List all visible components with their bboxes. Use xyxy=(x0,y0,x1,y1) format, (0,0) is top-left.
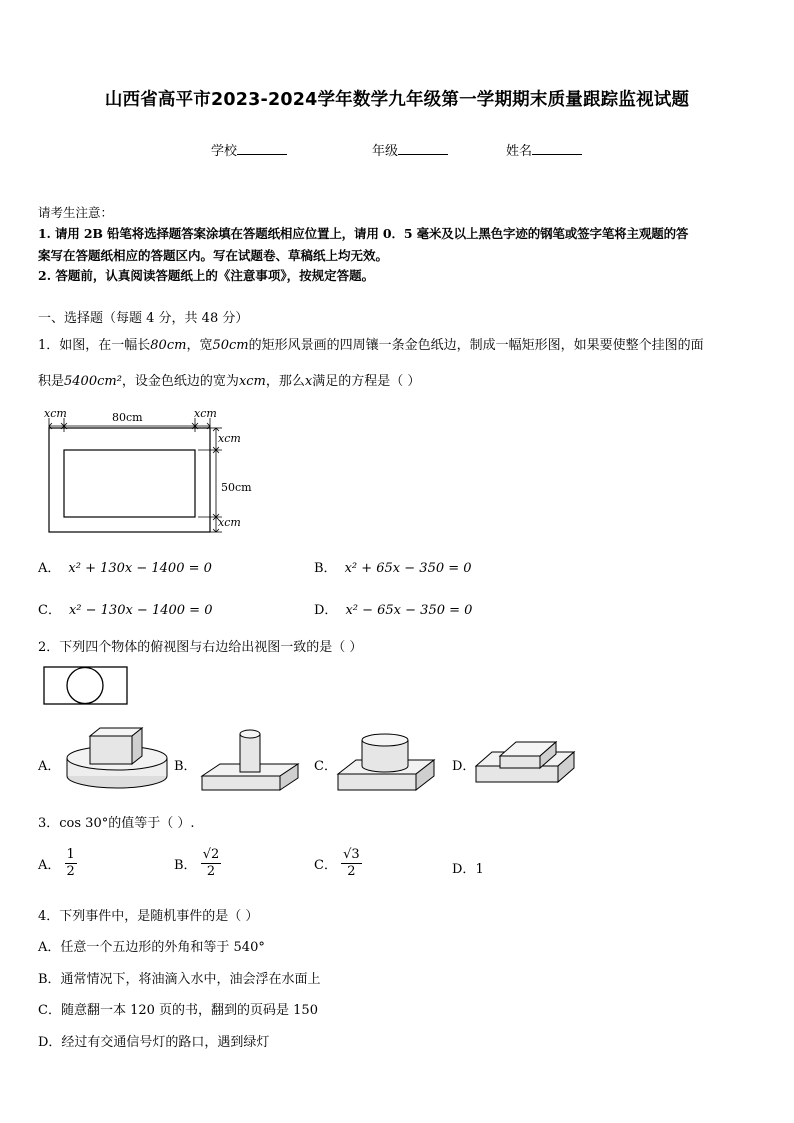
q1-line-2 xyxy=(38,370,420,389)
option-text: x² − 65x − 350 = 0 xyxy=(345,603,473,618)
q3-question: 3．cos 30°的值等于（ ）. xyxy=(38,816,195,831)
option-label: B． xyxy=(314,561,337,576)
school-field xyxy=(211,140,287,159)
name-blank xyxy=(532,142,582,155)
notice-line-2: 2. 答题前，认真阅读答题纸上的《注意事项》，按规定答题。 xyxy=(38,268,375,283)
q1-x: x xyxy=(304,374,313,389)
section-1-heading: 一、选择题（每题 4 分，共 48 分） xyxy=(38,311,249,326)
q1-text-a: 1．如图，在一幅长 xyxy=(38,338,151,353)
q1-option-b[interactable] xyxy=(314,557,472,576)
option-label: A． xyxy=(38,561,61,576)
notice-heading: 请考生注意： xyxy=(38,205,114,220)
option-value: 1 xyxy=(475,862,484,877)
q1-text-g: 满足的方程是（ ） xyxy=(312,374,421,389)
option-text: x² + 65x − 350 = 0 xyxy=(344,561,472,576)
q1-text-d: 积是 xyxy=(38,374,65,389)
q2-reference-view xyxy=(42,665,130,707)
q2-option-b-label[interactable]: B． xyxy=(174,759,197,774)
option-text: x² + 130x − 1400 = 0 xyxy=(68,561,212,576)
q2-option-c-label[interactable]: C． xyxy=(314,759,337,774)
option-label: C． xyxy=(38,603,61,618)
fig-right-bot: xcm xyxy=(218,516,241,529)
q1-line-1 xyxy=(38,334,704,353)
q3-option-d[interactable] xyxy=(452,858,484,877)
q4-option-a[interactable]: A．任意一个五边形的外角和等于 540° xyxy=(38,940,265,955)
page-title: 山西省高平市2023-2024学年数学九年级第一学期期末质量跟踪监视试题 xyxy=(104,90,690,110)
q1-frame-figure xyxy=(40,404,260,536)
q4-question: 4．下列事件中，是随机事件的是（ ） xyxy=(38,909,259,924)
notice-line-1b: 案写在答题纸相应的答题区内。写在试题卷、草稿纸上均无效。 xyxy=(38,248,389,263)
q1-text-c: 的矩形风景画的四周镶一条金色纸边，制成一幅矩形图，如果要使整个挂图的面 xyxy=(248,338,704,353)
fraction: $\frac{√2}{2}$ xyxy=(202,847,220,879)
fig-top-len: 80cm xyxy=(112,411,143,424)
option-label: A． xyxy=(38,858,61,873)
grade-label: 年级 xyxy=(372,144,399,159)
q2-option-d-figure xyxy=(474,730,578,792)
fig-right-top: xcm xyxy=(218,432,241,445)
grade-field xyxy=(372,140,448,159)
q4-option-b[interactable]: B．通常情况下，将油滴入水中，油会浮在水面上 xyxy=(38,972,321,987)
q4-option-d[interactable]: D．经过有交通信号灯的路口，遇到绿灯 xyxy=(38,1035,270,1050)
q1-area: 5400cm² xyxy=(64,374,122,389)
school-label: 学校 xyxy=(211,144,238,159)
q1-option-c[interactable] xyxy=(38,599,212,618)
name-field xyxy=(506,140,582,159)
inner-picture xyxy=(64,450,195,517)
q1-option-a[interactable] xyxy=(38,557,212,576)
q1-length: 80cm xyxy=(150,338,187,353)
fig-right-mid: 50cm xyxy=(221,481,252,494)
name-label: 姓名 xyxy=(506,144,533,159)
option-label: C． xyxy=(314,858,337,873)
grade-blank xyxy=(398,142,448,155)
q1-text-e: ，设金色纸边的宽为 xyxy=(121,374,239,389)
q2-option-a-label[interactable]: A． xyxy=(38,759,61,774)
option-label: D． xyxy=(452,862,476,877)
q1-width: 50cm xyxy=(212,338,249,353)
q3-option-a[interactable] xyxy=(38,847,77,880)
q2-option-d-label[interactable]: D． xyxy=(452,759,476,774)
q4-option-c[interactable]: C．随意翻一本 120 页的书，翻到的页码是 150 xyxy=(38,1003,318,1018)
notice-line-1: 1. 请用 2B 铅笔将选择题答案涂填在答题纸相应位置上，请用 0．5 毫米及以上黑色字迹的钢笔或签字笔将主观题的答 xyxy=(38,226,689,241)
fig-xcm-right: xcm xyxy=(194,407,217,420)
q1-text-f: ，那么 xyxy=(265,374,305,389)
fraction: $\frac{√3}{2}$ xyxy=(343,847,360,879)
q1-text-b: ，宽 xyxy=(186,338,213,353)
fig-xcm-left: xcm xyxy=(44,407,67,420)
q3-option-c[interactable] xyxy=(314,847,362,880)
option-text: x² − 130x − 1400 = 0 xyxy=(68,603,213,618)
option-label: B． xyxy=(174,858,197,873)
q2-option-a-figure xyxy=(62,726,172,794)
q2-option-c-figure xyxy=(336,726,438,794)
q2-question: 2．下列四个物体的俯视图与右边给出视图一致的是（ ） xyxy=(38,640,363,655)
q2-option-b-figure xyxy=(200,726,302,794)
q1-xcm: xcm xyxy=(238,374,266,389)
fraction: $\frac{1}{2}$ xyxy=(66,847,75,879)
option-label: D． xyxy=(314,603,338,618)
school-blank xyxy=(237,142,287,155)
q1-option-d[interactable] xyxy=(314,599,472,618)
q3-option-b[interactable] xyxy=(174,847,221,880)
